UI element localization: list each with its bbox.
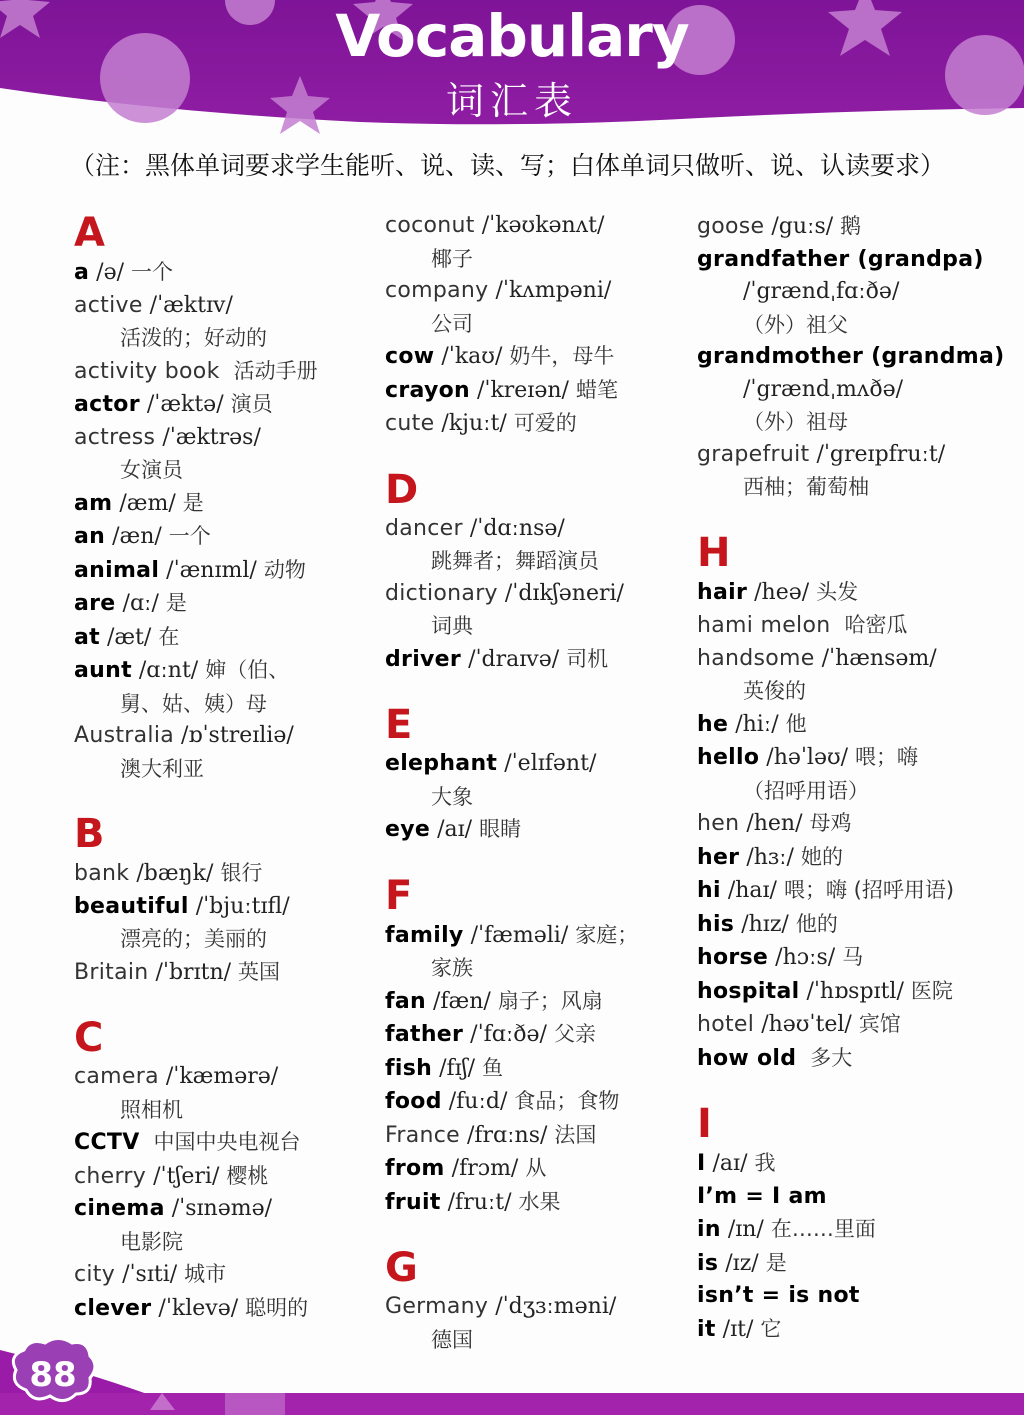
entry-phonetic: /həʊˈtel/ <box>761 1012 852 1037</box>
entry-phonetic: /hen/ <box>746 811 803 836</box>
entry-word: hotel <box>697 1012 755 1037</box>
entry-phonetic: /ɑːnt/ <box>138 658 199 683</box>
entry-word: horse <box>697 945 769 970</box>
entry-meaning: 从 <box>525 1156 547 1180</box>
vocab-entry <box>74 290 374 323</box>
entry-meaning: 奶牛，母牛 <box>509 344 615 368</box>
entry-word: activity book <box>74 358 220 384</box>
entry-phonetic: /ɒˈstreɪliə/ <box>181 723 294 748</box>
entry-word: grandmother (grandma) <box>697 344 1005 369</box>
entry-meaning: 鹅 <box>840 214 862 238</box>
section-letter-h: H <box>697 529 731 576</box>
vocab-entry <box>697 1147 1017 1181</box>
entry-meaning: 母鸡 <box>809 811 852 835</box>
vocab-entry <box>385 1052 685 1086</box>
entry-word: how old <box>697 1045 797 1071</box>
entry-phonetic: /haɪ/ <box>727 878 777 903</box>
entry-phonetic: /æn/ <box>112 524 162 549</box>
entry-word: hen <box>697 811 740 836</box>
vocab-entry <box>74 891 374 924</box>
vocab-entry <box>697 1280 1017 1313</box>
entry-word: from <box>385 1156 445 1181</box>
section-gap <box>385 1219 685 1241</box>
entry-word: camera <box>74 1064 159 1089</box>
entry-phonetic: /ˈkaʊ/ <box>441 344 503 369</box>
entry-phonetic: /ˈfɑːðə/ <box>470 1022 547 1047</box>
entry-meaning: 聪明的 <box>245 1295 309 1320</box>
entry-meaning-continued: 照相机 <box>120 1097 183 1122</box>
entry-meaning: 它 <box>760 1316 782 1341</box>
vocab-entry <box>74 857 374 891</box>
entry-word: coconut <box>385 213 475 238</box>
vocab-entry <box>74 1292 374 1326</box>
entry-word: actress <box>74 424 156 450</box>
entry-meaning-continued: （外）祖父 <box>743 312 848 337</box>
entry-phonetic: /ɑː/ <box>122 591 159 616</box>
entry-phonetic-continued: /ˈgrændˌmʌðə/ <box>743 376 904 402</box>
entry-meaning: 马 <box>842 945 864 969</box>
entry-word: Germany <box>385 1294 489 1319</box>
entry-phonetic: /ɪt/ <box>722 1316 754 1342</box>
entry-word: company <box>385 278 489 303</box>
entry-phonetic: /ˈsɪti/ <box>122 1262 178 1287</box>
vocab-entry <box>697 1213 1017 1247</box>
entry-phonetic: /frɑːns/ <box>466 1122 548 1148</box>
entry-meaning-continued: 大象 <box>431 784 473 809</box>
entry-meaning-continued: 女演员 <box>120 458 183 482</box>
entry-phonetic: /ˈhænsəm/ <box>821 645 937 671</box>
entry-phonetic: /ˈklevə/ <box>158 1295 239 1321</box>
entry-meaning: 蜡笔 <box>575 377 618 402</box>
vocab-entry <box>385 1152 685 1186</box>
vocab-entry <box>385 513 685 546</box>
section-gap <box>697 1075 1017 1097</box>
entry-word: fruit <box>385 1189 441 1215</box>
entry-word: isn’t = is not <box>697 1283 860 1308</box>
entry-word: beautiful <box>74 893 189 919</box>
entry-meaning: 他的 <box>795 911 838 936</box>
vocab-entry <box>697 341 1017 374</box>
vocab-entry <box>385 919 685 953</box>
entry-meaning: 医院 <box>910 978 953 1003</box>
entry-word: he <box>697 711 729 737</box>
vocab-entry <box>385 643 685 677</box>
entry-meaning: 英国 <box>238 959 281 984</box>
entry-phonetic: /ˈgreɪpfruːt/ <box>816 441 946 467</box>
entry-phonetic: /frɔm/ <box>451 1156 519 1181</box>
entry-phonetic: /ɪn/ <box>727 1217 764 1242</box>
entry-phonetic: /ˈfæməli/ <box>470 922 569 948</box>
entry-word: CCTV <box>74 1130 140 1155</box>
entry-phonetic: /hɔːs/ <box>775 945 836 970</box>
entry-phonetic: /ˈbjuːtɪfl/ <box>195 893 290 919</box>
vocab-entry <box>385 1018 685 1052</box>
entry-phonetic: /ˈdɪkʃəneri/ <box>504 580 624 606</box>
entry-meaning: 家庭； <box>575 922 639 947</box>
vocab-entry <box>385 407 685 441</box>
entry-phonetic: /aɪ/ <box>712 1151 748 1176</box>
section-gap <box>697 504 1017 526</box>
section-letter-e: E <box>385 702 413 748</box>
section-gap <box>385 847 685 869</box>
section-letter-a: A <box>74 210 105 256</box>
section-letter-b: B <box>74 811 105 857</box>
entry-word: active <box>74 292 143 318</box>
vocab-entry <box>385 1119 685 1153</box>
entry-word: her <box>697 844 740 870</box>
entry-word: grandfather (grandpa) <box>697 246 984 272</box>
entry-word: cherry <box>74 1163 147 1189</box>
entry-meaning: 她的 <box>800 844 843 869</box>
entry-word: dictionary <box>385 580 498 606</box>
entry-meaning: 银行 <box>220 861 263 885</box>
entry-meaning: 在……里面 <box>770 1217 876 1241</box>
entry-phonetic: /ˈelɪfənt/ <box>504 751 597 776</box>
entry-meaning-continued: 电影院 <box>120 1229 183 1254</box>
entry-word: grapefruit <box>697 441 810 467</box>
entry-word: cow <box>385 344 435 369</box>
vocab-entry <box>697 841 1017 875</box>
vocab-entry <box>74 720 374 753</box>
entry-meaning-continued: （外）祖母 <box>743 410 848 434</box>
vocab-entry <box>74 388 374 422</box>
entry-meaning: 扇子；风扇 <box>497 988 603 1013</box>
entry-word: fish <box>385 1055 433 1081</box>
entry-meaning-continued: 公司 <box>431 311 473 336</box>
entry-meaning: 活动手册 <box>233 358 318 383</box>
entry-phonetic: /ˈkʌmpəni/ <box>495 278 612 303</box>
vocab-entry <box>697 741 1017 775</box>
vocab-entry <box>74 520 374 554</box>
vocab-column-1 <box>74 210 374 1325</box>
vocab-entry <box>74 1193 374 1226</box>
entry-phonetic: /hɜː/ <box>746 844 794 870</box>
entry-word: Britain <box>74 959 149 985</box>
vocab-entry <box>697 609 1017 643</box>
entry-word: family <box>385 922 464 948</box>
entry-word: bank <box>74 861 130 886</box>
entry-word: at <box>74 624 100 650</box>
entry-meaning: 哈密瓜 <box>844 613 908 637</box>
entry-meaning-continued: 德国 <box>431 1327 473 1352</box>
vocab-entry <box>385 578 685 611</box>
entry-meaning: 喂；嗨 (招呼用语) <box>783 878 955 902</box>
entry-word: I’m = I am <box>697 1183 827 1209</box>
entry-phonetic: /ˈæktɪv/ <box>149 292 233 318</box>
entry-phonetic: /kjuːt/ <box>441 411 507 436</box>
entry-phonetic: /fuːd/ <box>448 1089 508 1114</box>
entry-word: elephant <box>385 751 498 776</box>
vocab-entry <box>385 275 685 308</box>
entry-meaning: 是 <box>765 1250 787 1275</box>
entry-phonetic: /ˈsɪnəmə/ <box>171 1196 273 1221</box>
entry-phonetic: /hɪz/ <box>741 911 789 937</box>
section-letter-i: I <box>697 1101 712 1147</box>
entry-meaning-continued: 椰子 <box>431 246 473 271</box>
entry-phonetic: /ˈæktrəs/ <box>162 424 261 450</box>
entry-meaning-continued: （招呼用语） <box>743 778 869 803</box>
entry-word: city <box>74 1262 116 1287</box>
entry-phonetic: /fruːt/ <box>447 1189 512 1215</box>
entry-meaning: 樱桃 <box>226 1163 269 1188</box>
entry-meaning-continued: 西柚；葡萄柚 <box>743 475 869 499</box>
entry-phonetic: /ˈæktə/ <box>146 392 224 417</box>
vocab-entry <box>697 1008 1017 1042</box>
entry-word: hami melon <box>697 613 831 638</box>
entry-word: crayon <box>385 377 470 403</box>
entry-meaning: 宾馆 <box>858 1012 901 1036</box>
entry-phonetic: /ˈtʃeri/ <box>153 1163 220 1189</box>
entry-meaning: 父亲 <box>553 1022 596 1046</box>
vocab-entry <box>697 807 1017 841</box>
entry-word: France <box>385 1122 460 1148</box>
header-banner <box>0 0 1024 135</box>
vocab-entry <box>385 985 685 1019</box>
entry-word: a <box>74 260 90 285</box>
entry-word: goose <box>697 214 765 239</box>
entry-phonetic: /fɪʃ/ <box>439 1055 476 1081</box>
entry-meaning: 是 <box>165 591 187 615</box>
vocab-entry <box>385 340 685 374</box>
entry-word: aunt <box>74 658 132 683</box>
entry-word: is <box>697 1250 719 1276</box>
vocab-entry <box>697 439 1017 472</box>
entry-word: eye <box>385 817 431 842</box>
entry-word: animal <box>74 557 160 583</box>
entry-meaning: 演员 <box>230 392 273 416</box>
entry-word: cute <box>385 411 435 436</box>
vocab-entry <box>74 355 374 389</box>
vocab-entry <box>697 576 1017 610</box>
section-letter-c: C <box>74 1015 104 1061</box>
entry-meaning: 多大 <box>810 1045 853 1070</box>
entry-meaning: 可爱的 <box>513 411 577 435</box>
entry-meaning: 城市 <box>184 1262 227 1286</box>
entry-meaning: 是 <box>182 490 204 515</box>
entry-phonetic: /həˈləʊ/ <box>766 745 849 770</box>
vocab-entry <box>385 1186 685 1220</box>
vocab-entry <box>697 874 1017 908</box>
entry-phonetic: /ˈænɪml/ <box>166 557 257 583</box>
entry-phonetic: /æm/ <box>119 490 176 516</box>
entry-word: cinema <box>74 1196 165 1221</box>
entry-phonetic: /guːs/ <box>771 214 834 239</box>
entry-meaning: 眼睛 <box>479 817 522 841</box>
entry-meaning: 动物 <box>263 557 306 582</box>
entry-meaning-continued: 家族 <box>431 956 473 980</box>
vocab-entry <box>74 621 374 655</box>
entry-word: dancer <box>385 515 463 541</box>
vocab-entry <box>385 748 685 781</box>
entry-word: hospital <box>697 978 800 1004</box>
entry-word: hello <box>697 745 760 770</box>
vocab-entry <box>74 1258 374 1292</box>
entry-meaning-continued: 漂亮的；美丽的 <box>120 927 267 951</box>
vocab-entry <box>385 813 685 847</box>
entry-meaning: 鱼 <box>482 1055 504 1080</box>
entry-word: hi <box>697 878 721 903</box>
entry-meaning: 婶（伯、 <box>205 658 290 682</box>
entry-word: am <box>74 490 113 516</box>
entry-phonetic: /æt/ <box>106 624 152 650</box>
page-number: 88 <box>29 1355 77 1395</box>
entry-meaning-continued: 跳舞者；舞蹈演员 <box>431 549 599 573</box>
title-chinese: 词汇表 <box>445 79 578 123</box>
vocab-entry <box>697 1042 1017 1076</box>
entry-phonetic: /ˈdɑːnsə/ <box>469 515 565 541</box>
instruction-note: （注：黑体单词要求学生能听、说、读、写；白体单词只做听、说、认读要求） <box>70 151 946 180</box>
entry-phonetic: /ˈbrɪtn/ <box>155 959 232 985</box>
entry-word: driver <box>385 646 462 672</box>
entry-word: his <box>697 911 735 937</box>
entry-phonetic: /ɪz/ <box>725 1250 759 1276</box>
entry-phonetic: /aɪ/ <box>437 817 473 842</box>
entry-phonetic: /ˈkəʊkənʌt/ <box>481 213 605 238</box>
entry-word: it <box>697 1316 716 1342</box>
entry-word: an <box>74 524 106 549</box>
entry-phonetic: /ˈdraɪvə/ <box>468 646 560 672</box>
entry-meaning: 水果 <box>518 1189 561 1214</box>
vocab-entry <box>697 210 1017 244</box>
vocab-entry <box>74 1160 374 1194</box>
entry-phonetic: /ˈdʒɜːməni/ <box>495 1294 617 1319</box>
vocab-entry <box>697 1181 1017 1214</box>
entry-phonetic: /fæn/ <box>432 988 491 1014</box>
vocab-entry <box>385 210 685 243</box>
entry-phonetic: /heə/ <box>754 579 810 605</box>
vocab-entry <box>697 975 1017 1009</box>
entry-meaning-continued: 活泼的；好动的 <box>120 326 267 350</box>
entry-meaning-continued: 舅、姑、姨）母 <box>120 691 267 716</box>
entry-meaning: 食品；食物 <box>514 1089 620 1113</box>
vocab-entry <box>74 587 374 621</box>
entry-meaning-continued: 英俊的 <box>743 679 806 703</box>
entry-meaning: 一个 <box>168 524 211 548</box>
entry-phonetic: /ˈhɒspɪtl/ <box>806 978 904 1004</box>
footer-banner <box>0 1330 1024 1415</box>
section-letter-d: D <box>385 466 419 513</box>
section-gap <box>385 676 685 698</box>
entry-meaning: 一个 <box>131 260 173 284</box>
vocab-entry <box>74 256 374 290</box>
vocab-entry <box>697 1247 1017 1281</box>
entry-meaning: 司机 <box>566 646 609 671</box>
entry-meaning: 头发 <box>816 579 859 604</box>
vocab-entry <box>385 1085 685 1119</box>
entry-word: father <box>385 1022 464 1047</box>
entry-phonetic: /ˈkæmərə/ <box>165 1064 279 1089</box>
vocab-entry <box>74 422 374 455</box>
vocab-column-2 <box>385 210 685 1356</box>
section-letter-g: G <box>385 1245 418 1291</box>
entry-phonetic: /bæŋk/ <box>136 861 214 886</box>
entry-word: hair <box>697 579 748 605</box>
entry-word: in <box>697 1217 721 1242</box>
vocab-entry <box>697 941 1017 975</box>
entry-phonetic-continued: /ˈgrændˌfɑːðə/ <box>743 279 900 304</box>
section-gap <box>385 441 685 463</box>
vocab-entry <box>74 554 374 588</box>
vocab-entry <box>74 956 374 990</box>
vocab-entry <box>385 1291 685 1324</box>
section-letter-f: F <box>385 872 413 919</box>
entry-meaning-continued: 澳大利亚 <box>120 756 204 781</box>
section-gap <box>74 989 374 1011</box>
entry-meaning: 在 <box>158 624 180 649</box>
entry-meaning: 我 <box>754 1151 776 1175</box>
vocab-entry <box>74 487 374 521</box>
entry-word: clever <box>74 1295 152 1321</box>
entry-meaning: 中国中央电视台 <box>153 1130 301 1154</box>
entry-word: are <box>74 591 116 616</box>
entry-meaning: 喂；嗨 <box>855 745 919 769</box>
entry-meaning-continued: 词典 <box>431 614 473 638</box>
entry-word: handsome <box>697 645 815 671</box>
vocab-column-3 <box>697 210 1017 1346</box>
entry-meaning: 法国 <box>554 1122 597 1147</box>
entry-word: fan <box>385 988 426 1014</box>
entry-meaning: 他 <box>785 711 807 736</box>
vocab-entry <box>74 1061 374 1094</box>
entry-phonetic: /hiː/ <box>735 711 779 737</box>
vocab-entry <box>385 374 685 408</box>
entry-word: I <box>697 1151 706 1176</box>
section-gap <box>74 785 374 807</box>
vocab-entry <box>74 654 374 688</box>
vocab-entry <box>697 643 1017 676</box>
vocab-entry <box>697 908 1017 942</box>
entry-phonetic: /ˈkreɪən/ <box>476 377 569 403</box>
entry-word: food <box>385 1089 442 1114</box>
entry-phonetic: /ə/ <box>96 260 124 285</box>
entry-word: actor <box>74 392 140 417</box>
vocab-entry <box>74 1126 374 1160</box>
vocab-entry <box>697 708 1017 742</box>
vocab-entry <box>697 244 1017 277</box>
title-english: Vocabulary <box>335 2 689 70</box>
entry-word: Australia <box>74 723 175 748</box>
